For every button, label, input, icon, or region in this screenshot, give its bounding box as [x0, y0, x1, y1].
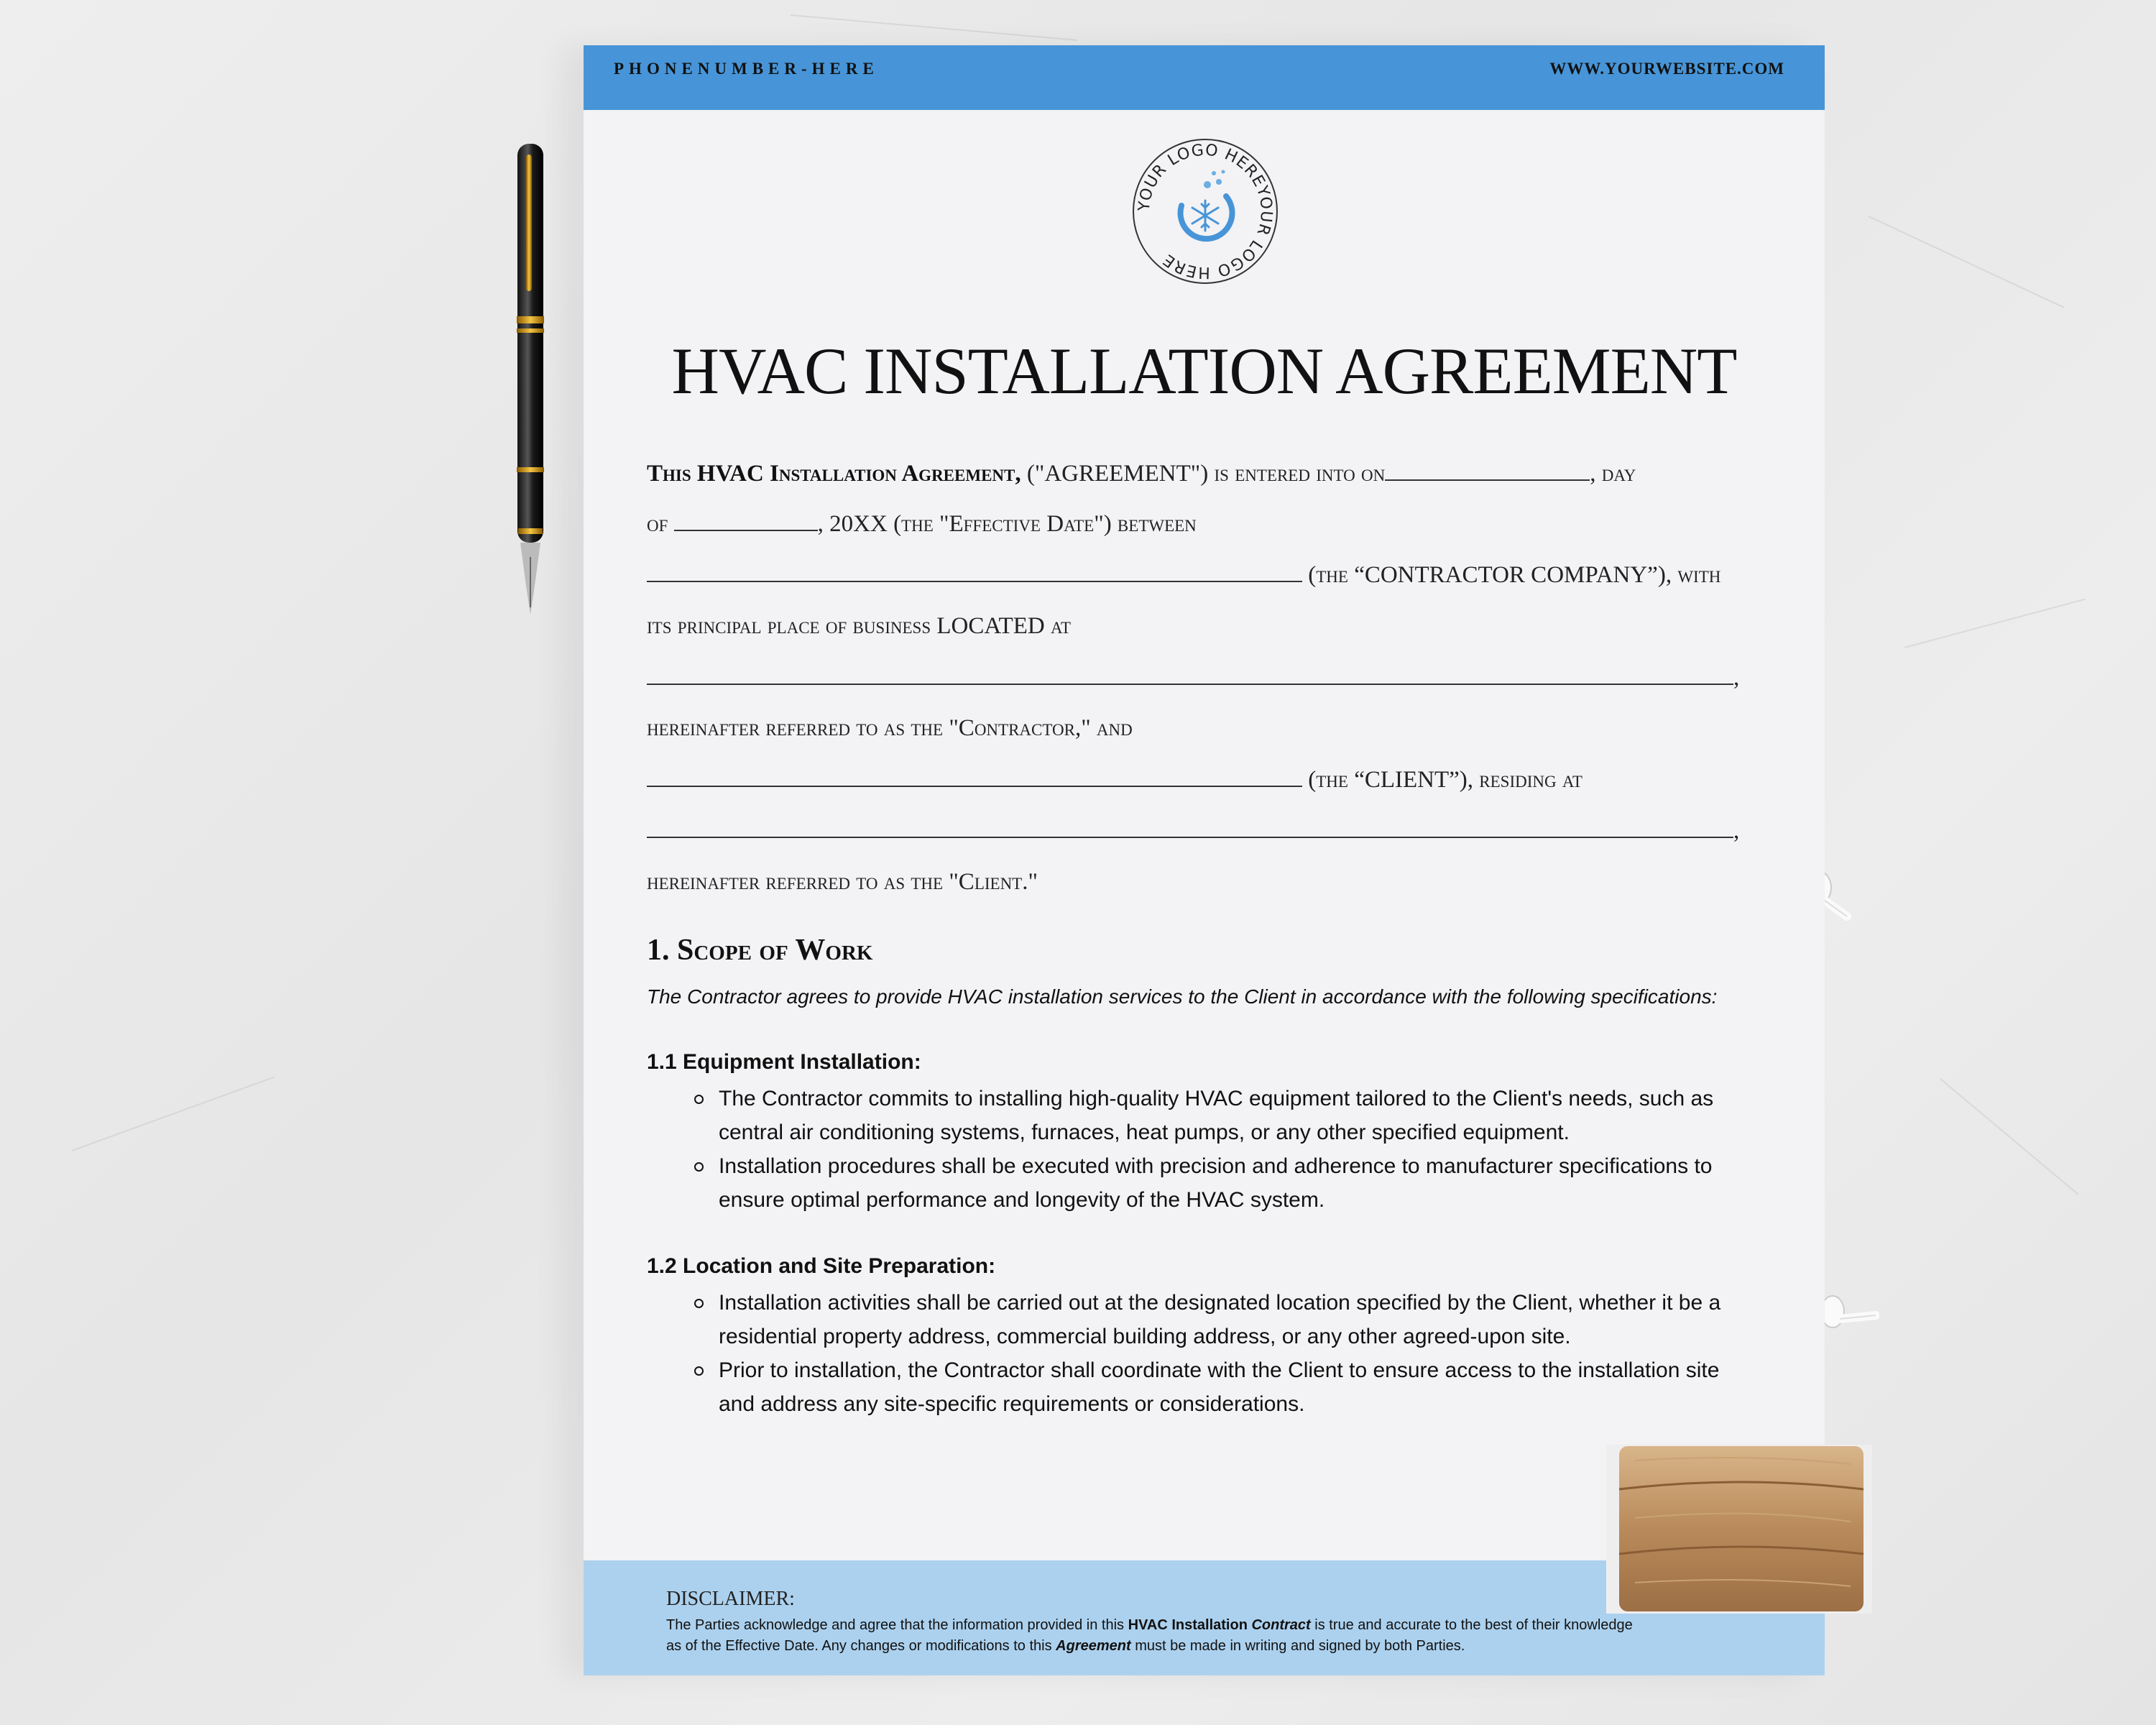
agreement-name: This HVAC Installation Agreement,	[647, 461, 1021, 487]
intro-line-3	[647, 562, 1720, 589]
disclaimer-bold-italic: Contract	[1251, 1617, 1311, 1633]
contractor-name-blank[interactable]	[647, 565, 1302, 582]
document-title: HVAC INSTALLATION AGREEMENT	[671, 334, 1737, 408]
client-address-blank[interactable]	[647, 821, 1733, 838]
intro-text: (the “CONTRACTOR COMPANY”), with	[1302, 562, 1721, 588]
disclaimer-text	[666, 1615, 1651, 1657]
intro-text: ,	[1733, 665, 1740, 691]
intro-line-6: hereinafter referred to as the "Contractor," and	[647, 715, 1133, 741]
intro-line-4: its principal place of business LOCATED at	[647, 613, 1072, 639]
logo-ring-text: YOUR LOGO HEREYOUR LOGO HERE	[1135, 141, 1276, 282]
intro-text: , 20XX (the "Effective Date") between	[817, 511, 1197, 537]
disclaimer-bold-italic: Agreement	[1056, 1638, 1131, 1654]
intro-line-7	[647, 767, 1583, 794]
disclaimer-text-part: is true and accurate to the best of their knowledge as of the Effective Date. Any changes or modifications to this	[666, 1617, 1633, 1654]
disclaimer-bold: HVAC Installation	[1128, 1617, 1248, 1633]
disclaimer-text-part: must be made in writing and signed by both Parties.	[1130, 1638, 1465, 1654]
intro-text: ("AGREEMENT") is entered into on	[1021, 461, 1386, 487]
disclaimer-text-part: The Parties acknowledge and agree that the information provided in this	[666, 1617, 1128, 1633]
snowflake-icon	[1192, 201, 1218, 231]
list-item: The Contractor commits to installing high-quality HVAC equipment tailored to the Client's needs, such as central air conditioning systems, furnaces, heat pumps, or any other specified equipment.	[719, 1082, 1761, 1149]
website-url: WWW.YOURWEBSITE.COM	[1549, 60, 1784, 78]
section-intro: The Contractor agrees to provide HVAC installation services to the Client in accordance with the following specifications:	[647, 985, 1718, 1008]
day-blank[interactable]	[674, 514, 818, 531]
intro-line-1	[647, 461, 1636, 487]
disclaimer-title: DISCLAIMER:	[666, 1588, 795, 1610]
intro-line-2	[647, 511, 1197, 538]
intro-line-9: hereinafter referred to as the "Client."	[647, 869, 1038, 895]
phone-number: PHONENUMBER-HERE	[614, 60, 879, 78]
subsection-heading: 1.1 Equipment Installation:	[647, 1050, 921, 1074]
section-heading: 1. Scope of Work	[647, 934, 873, 967]
bullet-list	[719, 1082, 1761, 1217]
intro-text: ,	[1733, 818, 1740, 844]
intro-line-8	[647, 818, 1739, 845]
list-item: Prior to installation, the Contractor shall coordinate with the Client to ensure access to the installation site and address any site-specific requirements or considerations.	[719, 1353, 1761, 1421]
list-item: Installation activities shall be carried out at the designated location specified by the Client, whether it be a residential property address, commercial building address, or any other agreed-upon site.	[719, 1286, 1761, 1353]
logo-placeholder	[1131, 137, 1279, 285]
date-blank[interactable]	[1385, 464, 1590, 481]
agreement-page	[584, 45, 1825, 1675]
bullet-list	[719, 1286, 1761, 1421]
client-name-blank[interactable]	[647, 770, 1302, 787]
list-item: Installation procedures shall be executed with precision and adherence to manufacturer specifications to ensure optimal performance and longevity of the HVAC system.	[719, 1149, 1761, 1217]
subsection-heading: 1.2 Location and Site Preparation:	[647, 1254, 996, 1278]
intro-text: (the “CLIENT”), residing at	[1302, 767, 1583, 793]
intro-line-5	[647, 665, 1739, 691]
header-bar	[584, 45, 1825, 110]
wooden-block-image	[1606, 1439, 1872, 1615]
intro-text: of	[647, 511, 674, 537]
fountain-pen-image	[509, 140, 552, 618]
contractor-address-blank[interactable]	[647, 668, 1733, 685]
intro-text: , day	[1590, 461, 1636, 487]
